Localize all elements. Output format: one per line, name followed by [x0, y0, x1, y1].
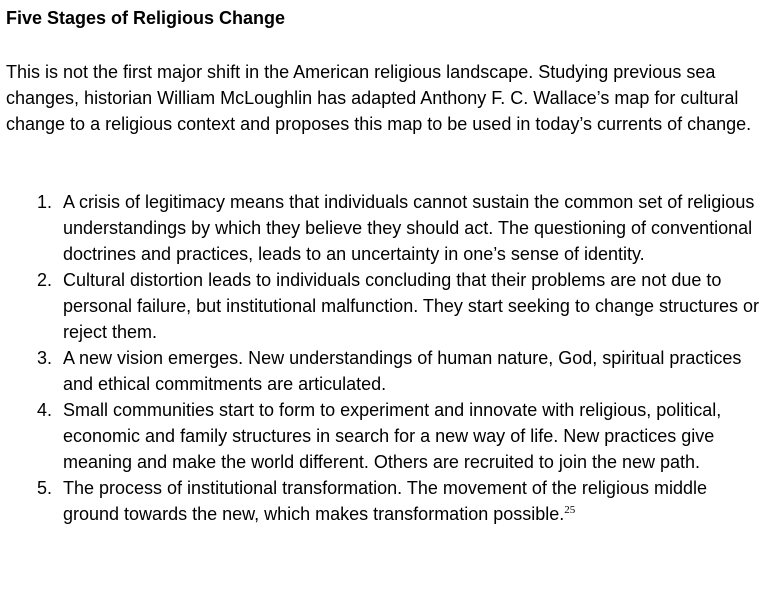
list-item	[6, 397, 760, 475]
list-item-number: 3.	[37, 348, 53, 368]
list-item-text: Cultural distortion leads to individuals concluding that their problems are not due to personal failure, but institutional malfunction. They start seeking to change structures or reject them.	[63, 270, 760, 342]
stages-list	[6, 189, 760, 527]
list-item-number: 4.	[37, 400, 53, 420]
list-item	[6, 189, 760, 267]
list-item-text: A new vision emerges. New understandings of human nature, God, spiritual practices and ethical commitments are articulated.	[63, 348, 742, 394]
list-item	[6, 267, 760, 345]
footnote-marker[interactable]: 25	[564, 504, 576, 516]
document-title: Five Stages of Religious Change	[6, 8, 286, 28]
list-item-text: The process of institutional transformation. The movement of the religious middle ground towards the new, which makes transformation possible.	[63, 478, 707, 524]
list-item-number: 1.	[37, 192, 53, 212]
list-item	[6, 475, 760, 527]
list-item-number: 5.	[37, 478, 53, 498]
list-item	[6, 345, 760, 397]
list-item-text: A crisis of legitimacy means that individuals cannot sustain the common set of religious understandings by which they believe they should act. The questioning of conventional doctrines and practices, leads to an uncertainty in one’s sense of identity.	[63, 192, 755, 264]
list-item-number: 2.	[37, 270, 53, 290]
list-item-text: Small communities start to form to experiment and innovate with religious, political, economic and family structures in search for a new way of life. New practices give meaning and make the world different. Others are recruited to join the new path.	[63, 400, 722, 472]
intro-paragraph: This is not the first major shift in the American religious landscape. Studying previous sea changes, historian William McLoughlin has adapted Anthony F. C. Wallace’s map for cultural change to a religious context and proposes this map to be used in today’s currents of change.	[6, 62, 752, 134]
